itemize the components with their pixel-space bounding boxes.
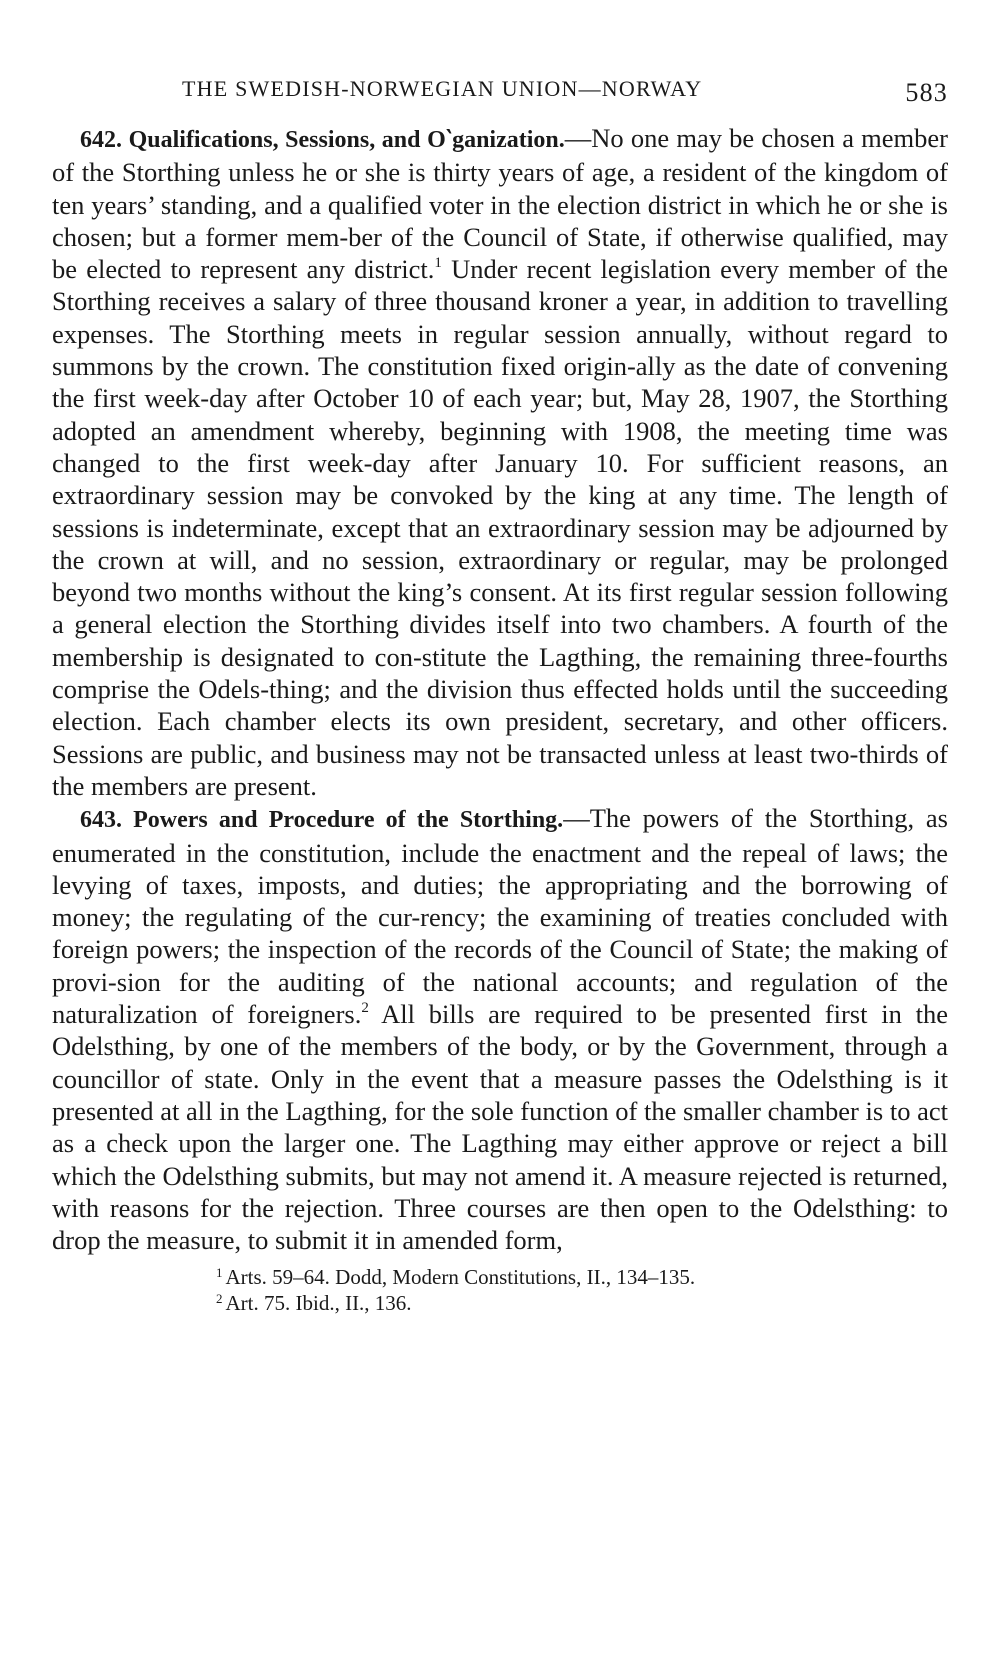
section-643-heading: 643. Powers and Procedure of the Storthing. [80, 807, 564, 834]
footnote-text-2: Art. 75. Ibid., II., 136. [225, 1291, 412, 1316]
section-643-text-b: All bills are required to be presented first in the Odelsthing, by one of the members of the body, or by the Government, through a councillor of state. Only in the event that a measure passes the Odelsthing is it presented at all in the Lagthing, for the sole function of the smaller chamber is to act as a check upon the larger one. The Lagthing may either approve or reject a bill which the Odelsthing submits, but may not amend it. A measure rejected is returned, with reasons for the rejection. Three courses are then open to the Odelsthing: to drop the measure, to submit it in amended form, [52, 999, 948, 1256]
footnote-mark-1: 1 [216, 1265, 223, 1281]
section-642-text-a: —No one may be chosen a member of the Storthing unless he or she is thirty years of age, a resident of the kingdom of ten years’ standing, and a qualified voter in the election district in which he or she is chosen; but a former mem-ber of the Council of State, if otherwise qualified, may be elected to represent any district. [52, 123, 948, 285]
footnote-1 [216, 1264, 948, 1290]
section-642-text-b: Under recent legislation every member of the Storthing receives a salary of three thousand kroner a year, in addition to travelling expenses. The Storthing meets in regular session annually, without regard to summons by the crown. The constitution fixed origin-ally as the date of convening the first week-day after October 10 of each year; but, May 28, 1907, the Storthing adopted an amendment whereby, beginning with 1908, the meeting time was changed to the first week-day after January 10. For sufficient reasons, an extraordinary session may be convoked by the king at any time. The length of sessions is indeterminate, except that an extraordinary session may be adjourned by the crown at will, and no session, extraordinary or regular, may be prolonged beyond two months without the king’s consent. At its first regular session following a general election the Storthing divides itself into two chambers. A fourth of the membership is designated to con-stitute the Lagthing, the remaining three-fourths comprise the Odels-thing; and the division thus effected holds until the succeeding election. Each chamber elects its own president, secretary, and other officers. Sessions are public, and business may not be transacted unless at least two-thirds of the members are present. [52, 254, 948, 801]
footnotes [52, 1264, 948, 1316]
book-page [52, 0, 948, 1316]
running-title: THE SWEDISH-NORWEGIAN UNION—NORWAY [182, 76, 703, 101]
footnote-ref-1[interactable]: 1 [434, 255, 442, 272]
section-642-paragraph [52, 122, 948, 802]
running-header [52, 62, 948, 122]
footnote-mark-2: 2 [216, 1291, 223, 1307]
footnote-ref-2[interactable]: 2 [361, 1000, 369, 1017]
section-643-text-a: —The powers of the Storthing, as enumerated in the constitution, include the enactment and the repeal of laws; the levying of taxes, imposts, and duties; the appropriating and the borrowing of money; the regulating of the cur-rency; the examining of treaties concluded with foreign powers; the inspection of the records of the Council of State; the making of provi-sion for the auditing of the national accounts; and regulation of the naturalization of foreigners. [52, 803, 948, 1030]
footnote-text-1: Arts. 59–64. Dodd, Modern Constitutions, II., 134–135. [225, 1265, 696, 1290]
page-number: 583 [905, 78, 948, 107]
section-642-heading: 642. Qualifications, Sessions, and O‵ganization. [80, 127, 565, 153]
section-643-paragraph [52, 802, 948, 1256]
footnote-2 [216, 1290, 948, 1316]
